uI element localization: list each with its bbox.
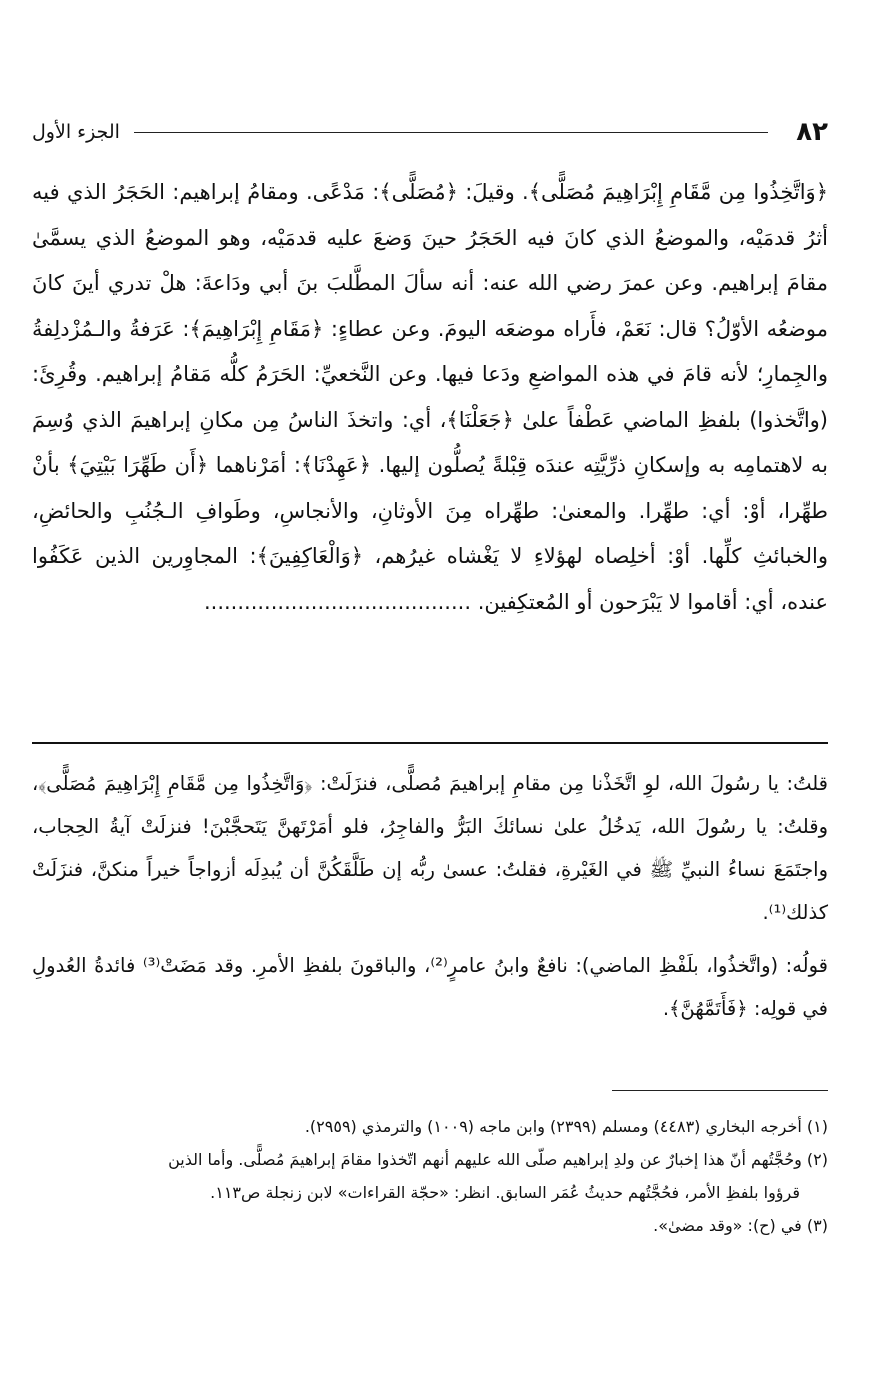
running-head: الجزء الأول: [32, 121, 120, 143]
ellipsis-line: ........................................: [203, 589, 471, 614]
footnote-2: (٢) وحُجَّتُهم أنّ هذا إخبارٌ عن ولدِ إبراهيم صلّى الله عليهم أنهم اتّخذوا مقامَ إبراهيمَ مُصلًّى. وأما الذين: [168, 1150, 828, 1169]
footnote-divider: [612, 1090, 828, 1091]
section-divider: [32, 742, 828, 744]
footnote-3: (٣) في (ح): «وقد مضىٰ».: [653, 1216, 828, 1235]
page-number: ٨٢: [796, 117, 828, 147]
header-rule: [134, 132, 768, 133]
page-header: [32, 112, 828, 152]
main-text-block: [32, 170, 828, 625]
main-paragraph: ﴿وَاتَّخِذُوا مِن مَّقَامِ إِبْرَاهِيمَ مُصَلًّى﴾. وقيلَ: ﴿مُصَلًّى﴾: مَدْعًى. ومقامُ إبراهيم: الحَجَرُ الذي فيه أثرُ قدمَيْه، والموضعُ الذي كانَ فيه الحَجَرُ حينَ وَضعَ عليه قدمَيْه، وهو الموضعُ الذي يسمَّىٰ مقامَ إبراهيم. وعن عمرَ رضي الله عنه: أنه سألَ المطَّلبَ بنَ أبي ودَاعةَ: هلْ تدري أينَ كانَ موضعُه الأوّلُ؟ قال: نَعَمْ، فأَراه موضعَه اليومَ. وعن عطاءٍ: ﴿مَقَامِ إِبْرَاهِيمَ﴾: عَرَفةُ والـمُزْدلِفةُ والجِمارِ؛ لأنه قامَ في هذه المواضعِ ودَعا فيها. وعن النَّخعيِّ: الحَرَمُ كلُّه مَقامُ إبراهيم. وقُرِئَ: (واتَّخذوا) بلفظِ الماضي عَطْفاً علىٰ ﴿جَعَلْنَا﴾، أي: واتخذَ الناسُ مِن مكانِ إبراهيمَ الذي وُسِمَ به لاهتمامِه به وإسكانِ ذرِّيَّتِه عندَه قِبْلةً يُصلُّون إليها. ﴿عَهِدْنَا﴾: أمَرْناهما ﴿أَن طَهِّرَا بَيْتِيَ﴾ بأنْ طهِّرا، أوْ: أي: طهِّرا. والمعنىٰ: طهِّراه مِنَ الأوثانِ، والأنجاسِ، وطَوافِ الـجُنُبِ والحائضِ، والخبائثِ كلِّها. أوْ: أخلِصاه لهؤلاءِ لا يَغْشاه غيرُهم، ﴿وَالْعَاكِفِينَ﴾: المجاوِرين الذين عَكَفُوا عنده، أي: أقاموا لا يَبْرَحون أو المُعتكِفين.: [32, 180, 828, 614]
footnote-1: (١) أخرجه البخاري (٤٤٨٣) ومسلم (٢٣٩٩) وابن ماجه (١٠٠٩) والترمذي (٢٩٥٩).: [304, 1117, 828, 1136]
footnote-2-continuation: قرؤوا بلفظِ الأمر، فحُجَّتُهم حديثُ عُمَر السابق. انظر: «حجّة القراءات» لابن زنجلة ص١١٣.: [210, 1183, 800, 1202]
commentary-block: [32, 762, 828, 1040]
commentary-paragraph-2: قولُه: (واتَّخذُوا، بلَفْظِ الماضي): نافعٌ وابنُ عامرٍ⁽²⁾، والباقونَ بلفظِ الأمرِ. وقد مَضَتْ⁽³⁾ فائدةُ العُدولِ في قولِه: ﴿فَأَتَمَّهُنَّ﴾.: [32, 954, 829, 1020]
commentary-paragraph-1: قلتُ: يا رسُولَ الله، لوِ اتَّخَذْنا مِن مقامِ إبراهيمَ مُصلًّى، فنزَلَتْ: ﴿وَاتَّخِذُوا مِن مَّقَامِ إِبْرَاهِيمَ مُصَلًّى﴾، وقلتُ: يا رسُولَ الله، يَدخُلُ علىٰ نسائكَ البَرُّ والفاجِرُ، فلو أمَرْتَهنَّ يَتَحجَّبْنَ! فنزلَتْ آيةُ الحِجاب، واجتَمَعَ نساءُ النبيِّ ﷺ في الغَيْرةِ، فقلتُ: عسىٰ ربُّه إن طَلَّقَكُنَّ أن يُبدِلَه أزواجاً خيراً منكنَّ، فنزَلَتْ كذلك⁽¹⁾.: [32, 772, 828, 924]
footnotes-block: [32, 1110, 828, 1242]
